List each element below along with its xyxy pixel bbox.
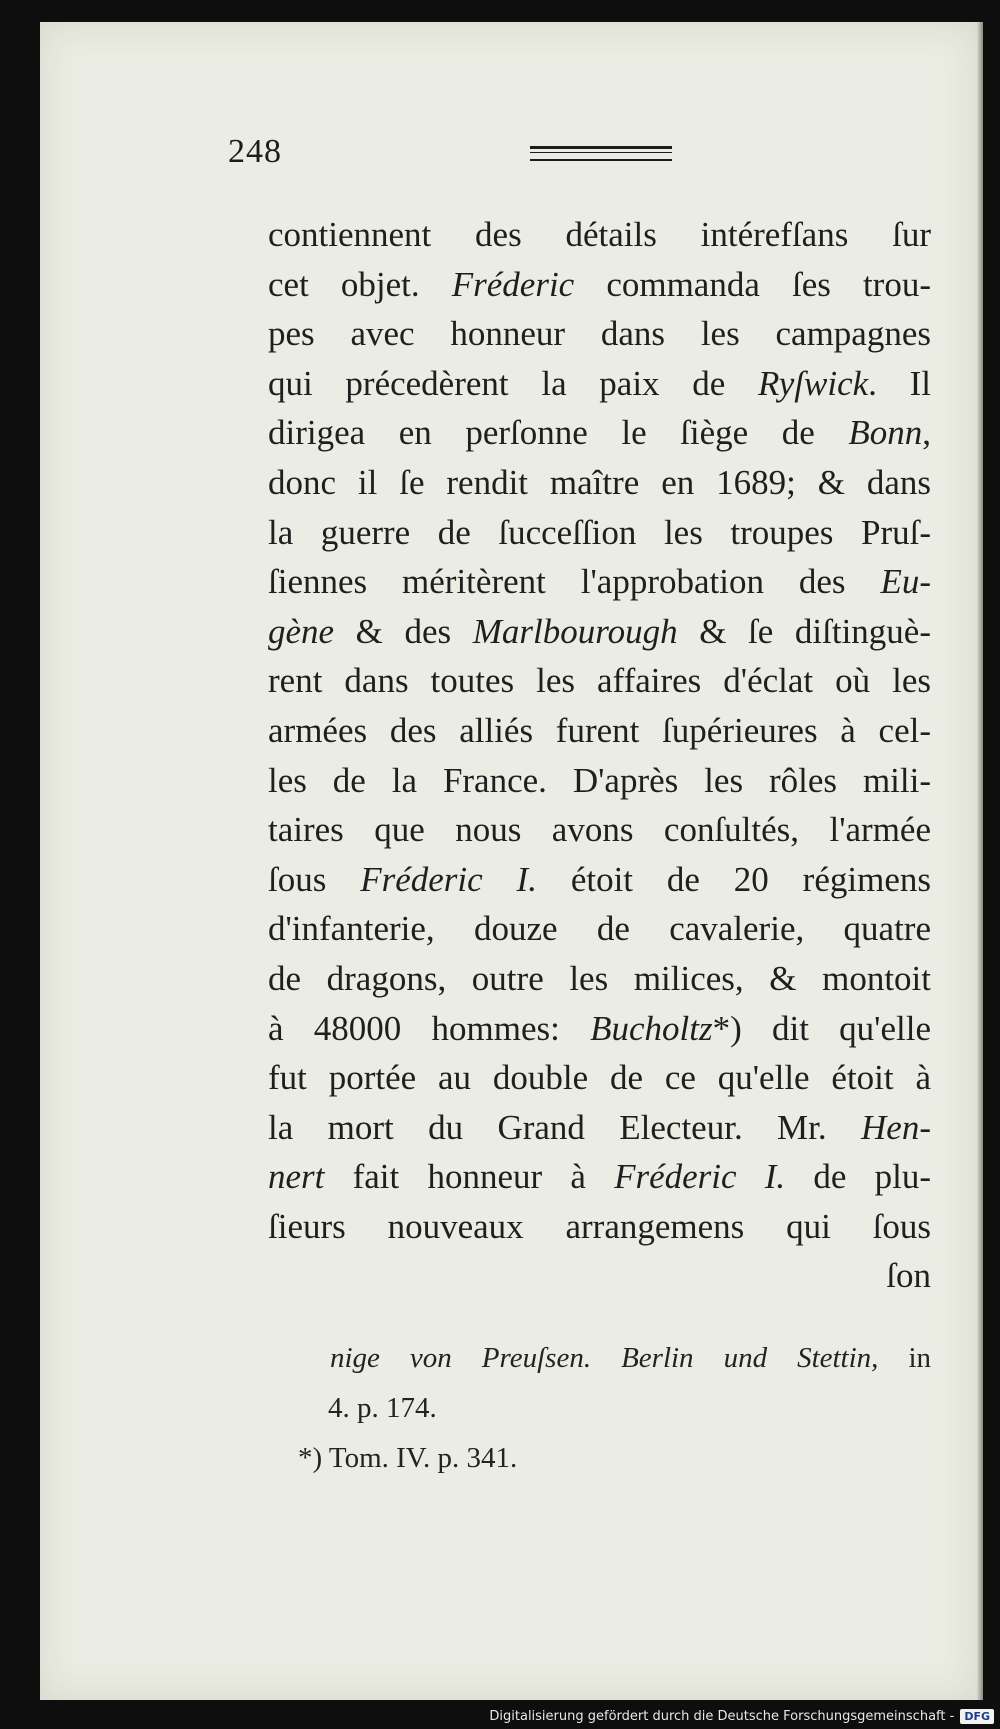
text-line: armées des alliés furent ſupérieures à cel- [268, 710, 931, 750]
digitization-banner [489, 1705, 994, 1727]
text-line: ſiennes méritèrent l'approbation des Eu- [268, 562, 931, 602]
footnote-line: *) Tom. IV. p. 341. [298, 1442, 518, 1474]
page-edge [977, 22, 983, 1700]
text-line: rent dans toutes les affaires d'éclat où les [268, 661, 931, 701]
text-line: de dragons, outre les milices, & montoit [268, 958, 931, 998]
text-line: ſous Fréderic I. étoit de 20 régimens [268, 859, 931, 899]
text-line: taires que nous avons conſultés, l'armée [268, 810, 931, 850]
text-line: cet objet. Fréderic commanda ſes trou- [268, 264, 931, 304]
text-line: pes avec honneur dans les campagnes [268, 314, 931, 354]
footnote-line: 4. p. 174. [328, 1392, 437, 1424]
body-text [268, 210, 931, 1301]
footnotes [268, 1333, 931, 1483]
text-line: la guerre de ſucceſſion les troupes Pruſ- [268, 512, 931, 552]
text-line: ſieurs nouveaux arrangemens qui ſous [268, 1206, 931, 1246]
catchword: ſon [886, 1256, 931, 1296]
text-line: contiennent des détails intérefſans ſur [268, 215, 931, 254]
text-line: gène & des Marlbourough & ſe diſtinguè- [268, 611, 931, 651]
dfg-logo: DFG [960, 1709, 994, 1724]
text-line: la mort du Grand Electeur. Mr. Hen- [268, 1107, 931, 1147]
text-line: donc il ſe rendit maître en 1689; & dans [268, 462, 931, 502]
text-line: fut portée au double de ce qu'elle étoit à [268, 1058, 931, 1098]
footnote-line: nige von Preuſsen. Berlin und Stettin, in [330, 1342, 931, 1374]
text-line: les de la France. D'après les rôles mili- [268, 760, 931, 800]
text-line: dirigea en perſonne le ſiège de Bonn, [268, 413, 931, 453]
text-line: à 48000 hommes: Bucholtz*) dit qu'elle [268, 1008, 931, 1048]
text-line: nert fait honneur à Fréderic I. de plu- [268, 1157, 931, 1197]
text-line: qui précedèrent la paix de Ryſwick. Il [268, 363, 931, 403]
text-line: d'infanterie, douze de cavalerie, quatre [268, 909, 931, 949]
banner-text: Digitalisierung gefördert durch die Deutsche Forschungsgemeinschaft - [489, 1708, 955, 1724]
header-ornament-rule [530, 146, 672, 161]
page-number: 248 [228, 133, 282, 170]
